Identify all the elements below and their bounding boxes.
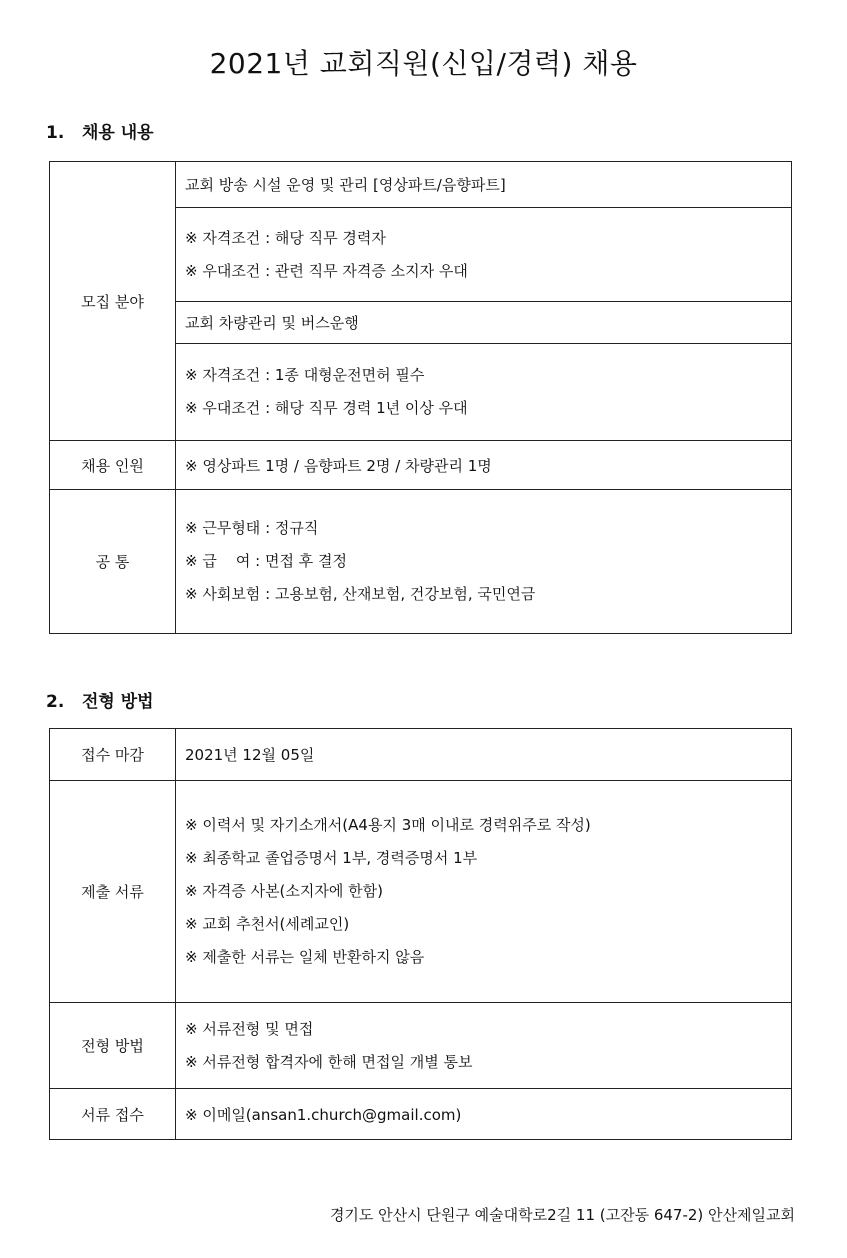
headcount-label: 채용 인원 xyxy=(50,441,176,490)
common-item: ※ 사회보험 : 고용보험, 산재보험, 건강보험, 국민연금 xyxy=(185,585,536,603)
job-vehicle: 교회 차량관리 및 버스운행 xyxy=(176,302,792,344)
condition-line: ※ 우대조건 : 해당 직무 경력 1년 이상 우대 xyxy=(185,399,468,417)
section-heading-recruitment xyxy=(46,118,154,143)
document-item: ※ 이력서 및 자기소개서(A4용지 3매 이내로 경력위주로 작성) xyxy=(185,816,591,834)
section-number: 2. xyxy=(46,692,65,712)
documents-items xyxy=(176,781,792,1003)
document-item: ※ 자격증 사본(소지자에 한함) xyxy=(185,882,383,900)
deadline-label: 접수 마감 xyxy=(50,729,176,781)
job-broadcast: 교회 방송 시설 운영 및 관리 [영상파트/음향파트] xyxy=(176,162,792,208)
submission-label: 서류 접수 xyxy=(50,1089,176,1140)
recruit-field-label: 모집 분야 xyxy=(50,162,176,441)
process-label: 전형 방법 xyxy=(50,1003,176,1089)
submission-value: ※ 이메일(ansan1.church@gmail.com) xyxy=(176,1089,792,1140)
document-item: ※ 교회 추천서(세례교인) xyxy=(185,915,350,933)
common-item: ※ 근무형태 : 정규직 xyxy=(185,519,319,537)
church-address-footer: 경기도 안산시 단원구 예술대학로2길 11 (고잔동 647-2) 안산제일교회 xyxy=(329,1206,795,1224)
process-item: ※ 서류전형 합격자에 한해 면접일 개별 통보 xyxy=(185,1052,473,1071)
process-items xyxy=(176,1003,792,1089)
document-item: ※ 제출한 서류는 일체 반환하지 않음 xyxy=(185,948,425,966)
section-number: 1. xyxy=(46,123,65,143)
section-title: 전형 방법 xyxy=(82,692,154,712)
selection-table xyxy=(49,728,792,1140)
page-title: 2021년 교회직원(신입/경력) 채용 xyxy=(209,47,638,80)
section-heading-selection xyxy=(46,687,154,712)
condition-line: ※ 자격조건 : 1종 대형운전면허 필수 xyxy=(185,366,425,384)
document-item: ※ 최종학교 졸업증명서 1부, 경력증명서 1부 xyxy=(185,849,478,867)
documents-label: 제출 서류 xyxy=(50,781,176,1003)
job-broadcast-conditions xyxy=(176,208,792,302)
condition-line: ※ 자격조건 : 해당 직무 경력자 xyxy=(185,228,386,247)
condition-line: ※ 우대조건 : 관련 직무 자격증 소지자 우대 xyxy=(185,261,468,280)
common-items xyxy=(176,490,792,634)
deadline-value: 2021년 12월 05일 xyxy=(176,729,792,781)
process-item: ※ 서류전형 및 면접 xyxy=(185,1019,314,1038)
headcount-value: ※ 영상파트 1명 / 음향파트 2명 / 차량관리 1명 xyxy=(176,441,792,490)
recruitment-table xyxy=(49,161,792,634)
section-title: 채용 내용 xyxy=(82,123,154,143)
common-item: ※ 급 여 : 면접 후 결정 xyxy=(185,552,347,570)
common-label: 공 통 xyxy=(50,490,176,634)
job-vehicle-conditions xyxy=(176,344,792,441)
